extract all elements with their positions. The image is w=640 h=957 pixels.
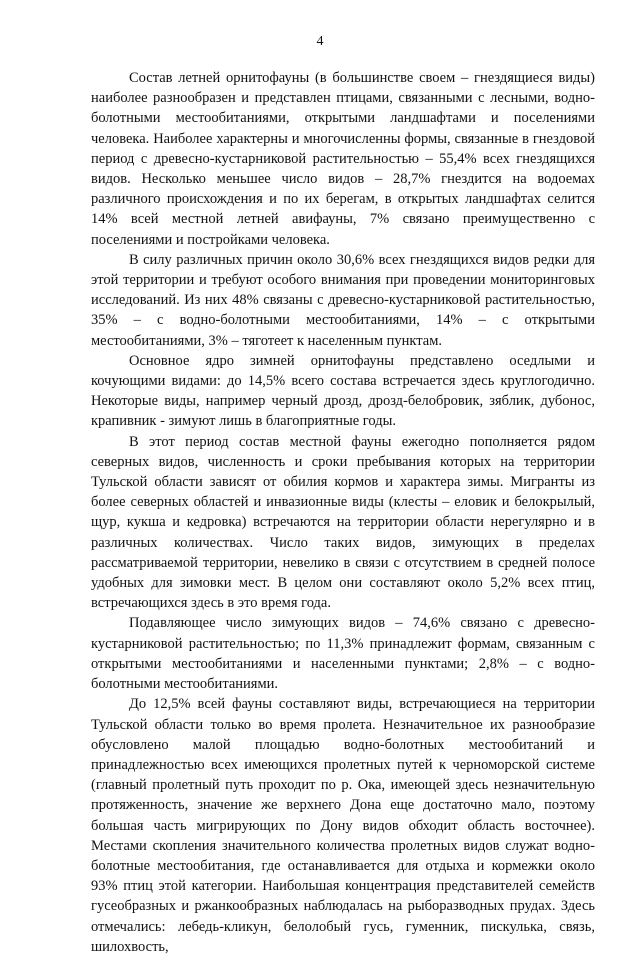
paragraph-winter-fauna: Основное ядро зимней орнитофауны представлено оседлыми и кочующими видами: до 14,5% всего состава встречается здесь круглогодично. Некоторые виды, например черный дрозд, дрозд-белобровик, зяблик, дубонос, крапивник - зимуют лишь в благоприятные годы. — [91, 352, 595, 430]
paragraph-passage-migrants: До 12,5% всей фауны составляют виды, встречающиеся на территории Тульской области только во время пролета. Незначительное их разнообразие обусловлено малой площадью водно-болотных местообитаний и принадлежностью всех имеющихся пролетных путей к черноморской системе (главный пролетный путь проходит по р. Ока, имеющей здесь незначительную протяженность, значение же верхнего Дона еще достаточно мало, поэтому большая часть мигрирующих по Дону видов обходит область восточнее). Местами скопления значительного количества пролетных видов служат водно-болотные местообитания, где останавливается для отдыха и кормежки около 93% птиц этой категории. Наибольшая концентрация представителей семейств гусеобразных и ржанкообразных наблюдалась на рыборазводных прудах. Здесь отмечались: лебедь-кликун, белолобый гусь, гуменник, пискулька, связь, шилохвость, — [91, 696, 595, 955]
page-number: 4 — [316, 34, 324, 49]
paragraph-northern-migrants: В этот период состав местной фауны ежегодно пополняется рядом северных видов, численность и сроки пребывания которых на территории Тульской области зависят от обилия кормов и характера зимы. Мигранты из более северных областей и инвазионные виды (клесты – еловик и белокрылый, щур, кукша и кедровка) встречаются на территории области нерегулярно и в различных количествах. Число таких видов, зимующих в пределах рассматриваемой территории, невелико в связи с отсутствием в средней полосе удобных для зимовки мест. В целом они составляют около 5,2% всех птиц, встречающихся здесь в это время года. — [91, 433, 595, 612]
paragraph-summer-fauna: Состав летней орнитофауны (в большинстве своем – гнездящиеся виды) наиболее разнообразен и представлен птицами, связанными с лесными, водно-болотными местообитаниями, открытыми ландшафтами и поселениями человека. Наиболее характерны и многочисленны формы, связанные в гнездовой период с древесно-кустарниковой растительностью – 55,4% всех гнездящихся видов. Несколько меньшее число видов – 28,7% гнездится на водоемах различного происхождения и по их берегам, в открытых ландшафтах селится 14% всей местной летней авифауны, 7% связано преимущественно с поселениями и постройками человека. — [91, 70, 595, 248]
paragraph-rare-species: В силу различных причин около 30,6% всех гнездящихся видов редки для этой территории и требуют особого внимания при проведении мониторинговых исследований. Из них 48% связаны с древесно-кустарниковой растительностью, 35% – с водно-болотными местообитаниями, 14% – с открытыми местообитаниями, 3% – тяготеет к населенным пунктам. — [91, 251, 595, 349]
paragraph-wintering-habitats: Подавляющее число зимующих видов – 74,6% связано с древесно-кустарниковой растительностью; по 11,3% принадлежит формам, связанным с открытыми местообитаниями и населенными пунктами; 2,8% – с водно-болотными местообитаниями. — [91, 615, 595, 693]
document-body — [91, 68, 595, 957]
